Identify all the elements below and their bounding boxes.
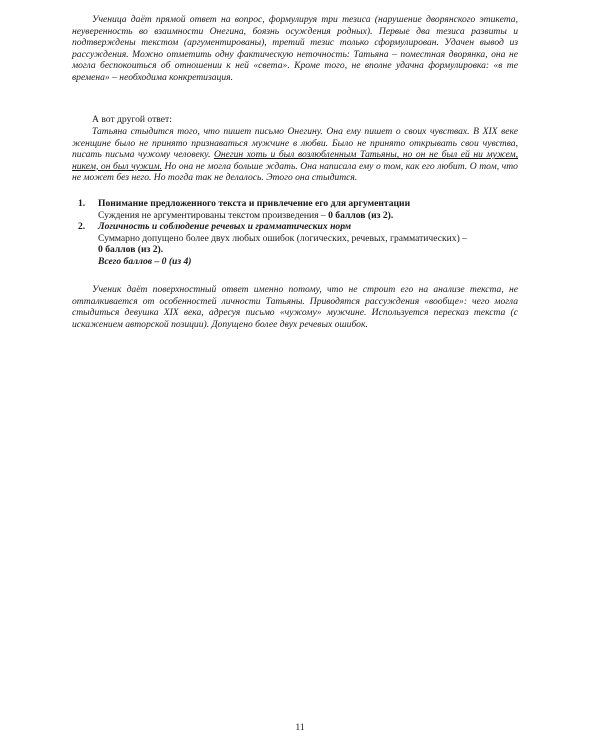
criterion-title: Логичность и соблюдение речевых и грамматических норм xyxy=(98,221,352,233)
criterion-1 xyxy=(72,198,518,221)
criterion-score: 0 баллов (из 2). xyxy=(328,209,394,221)
criterion-description xyxy=(98,210,518,222)
answer-text-end: Но она не могла больше ждать. Она написала ему о том, как его любит. О том, что не может без него. Но тогда так не делалось. Этого она стыдится. xyxy=(72,160,518,184)
answer-text-start: Татьяна стыдится того, что пишет письмо Онегину. Она ему пишет о своих чувствах. В XIX веке женщине было не принято признаваться мужчине в любви. Было не принято открывать свои чувства, писать письма чужому человеку. xyxy=(72,126,518,161)
criterion-description-text: Суждения не аргументированы текстом произведения – xyxy=(98,209,329,221)
answer-underlined-text: Онегин хоть и был возлюбленным Татьяны, но он не был ей ни мужем, никем, он был чужим. xyxy=(72,149,518,172)
student-answer-paragraph xyxy=(72,126,518,184)
criterion-number: 2. xyxy=(78,221,86,233)
criterion-description: Суммарно допущено более двух любых ошибок (логических, речевых, грамматических) – xyxy=(98,232,467,244)
commentary-paragraph-1: Ученица даёт прямой ответ на вопрос, формулируя три тезиса (нарушение дворянского этикета, неуверенность во взаимности Онегина, боязнь осуждения родных). Первые два тезиса развиты и подтверждены текстом (аргументированы), третий тезис только сформулирован. Удачен вывод из рассуждения. Можно отметить одну фактическую неточность: Татьяна – поместная дворянка, она не могла беспокоиться об отношении к ней «света». Кроме того, не вполне удачна формулировка: «в те времена» – необходима конкретизация. xyxy=(72,14,518,83)
commentary-paragraph-2: Ученик даёт поверхностный ответ именно потому, что не строит его на анализе текста, не отталкивается от особенностей личности Татьяны. Приводятся рассуждения «вообще»: чего могла стыдиться девушка XIX века, адресуя письмо «чужому» мужчине. Используется пересказ текста (с искажением авторской позиции). Допущено более двух речевых ошибок. xyxy=(72,284,518,330)
criterion-title: Понимание предложенного текста и привлечение его для аргументации xyxy=(98,198,411,209)
page-number: 11 xyxy=(295,722,305,733)
criterion-number: 1. xyxy=(78,198,86,209)
criterion-score: 0 баллов (из 2). xyxy=(98,244,164,256)
criterion-2 xyxy=(72,221,518,267)
criteria-list xyxy=(72,198,518,268)
total-score: Всего баллов – 0 (из 4) xyxy=(98,255,192,267)
other-answer-intro: А вот другой ответ: xyxy=(92,114,172,125)
